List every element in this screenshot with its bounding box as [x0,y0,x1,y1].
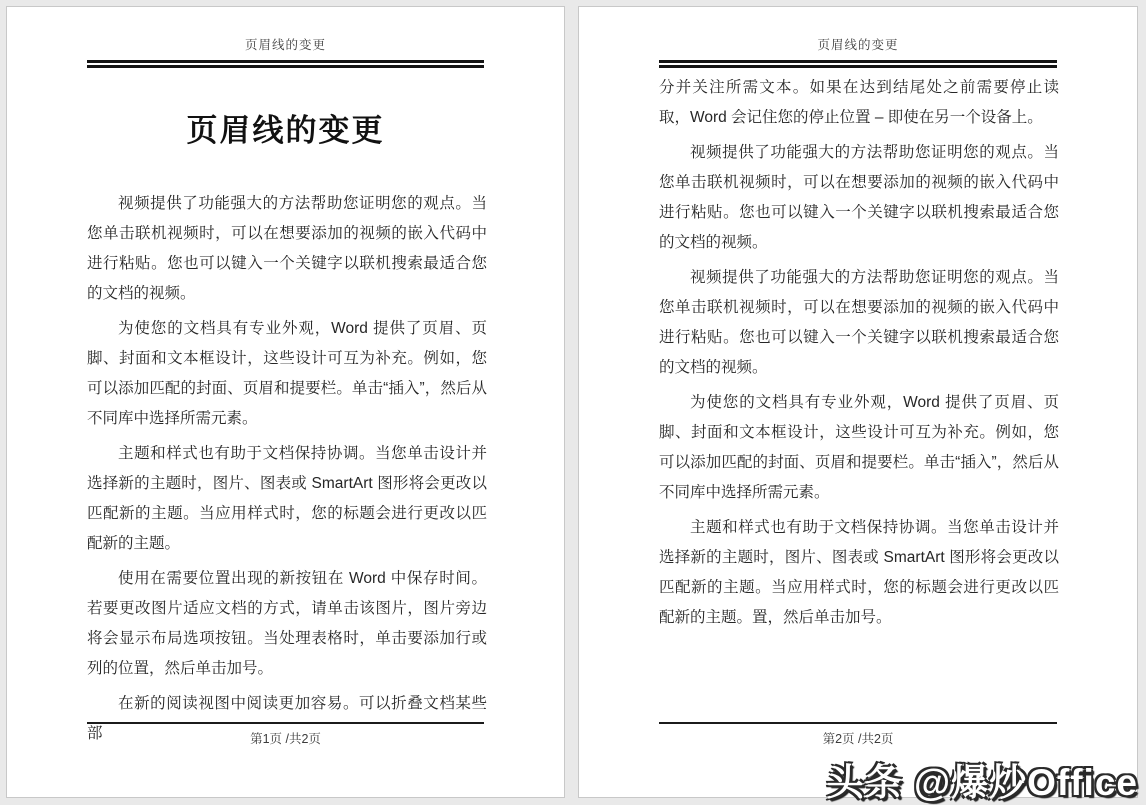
page-title: 页眉线的变更 [186,113,385,148]
page-number-text: 第2页 /共2页 [822,732,894,746]
document-page-1 [6,6,565,798]
header-double-rule [87,60,484,68]
page-footer [659,722,1057,747]
document-page-2 [578,6,1138,798]
page-number-text: 第1页 /共2页 [250,732,321,746]
paragraph-continuation: 分并关注所需文本。如果在达到结尾处之前需要停止读取，Word 会记住您的停止位置 – 即使在另一个设备上。 [659,79,1059,126]
paragraph: 主题和样式也有助于文档保持协调。当您单击设计并选择新的主题时，图片、图表或 SmartArt 图形将会更改以匹配新的主题。当应用样式时，您的标题会进行更改以匹配新的主题。置，然后单击加号。 [659,519,1059,626]
header-title: 页眉线的变更 [244,38,326,52]
page-body [659,73,1059,638]
paragraph: 视频提供了功能强大的方法帮助您证明您的观点。当您单击联机视频时，可以在想要添加的视频的嵌入代码中进行粘贴。您也可以键入一个关键字以联机搜索最适合您的文档的视频。 [659,144,1059,251]
paragraph: 使用在需要位置出现的新按钮在 Word 中保存时间。若要更改图片适应文档的方式，请单击该图片，图片旁边将会显示布局选项按钮。当处理表格时，单击要添加行或列的位置，然后单击加号。 [87,570,487,677]
paragraph: 主题和样式也有助于文档保持协调。当您单击设计并选择新的主题时，图片、图表或 SmartArt 图形将会更改以匹配新的主题。当应用样式时，您的标题会进行更改以匹配新的主题。 [87,445,487,552]
page-header [87,7,484,68]
toutiao-watermark: 头条 @爆炒Office [826,762,1138,803]
paragraph: 在新的阅读视图中阅读更加容易。可以折叠文档某些部 [87,695,487,742]
page-header [659,7,1057,68]
paragraph: 视频提供了功能强大的方法帮助您证明您的观点。当您单击联机视频时，可以在想要添加的视频的嵌入代码中进行粘贴。您也可以键入一个关键字以联机搜索最适合您的文档的视频。 [659,269,1059,376]
header-double-rule [659,60,1057,68]
page-footer [87,722,484,747]
paragraph: 视频提供了功能强大的方法帮助您证明您的观点。当您单击联机视频时，可以在想要添加的视频的嵌入代码中进行粘贴。您也可以键入一个关键字以联机搜索最适合您的文档的视频。 [87,195,487,302]
page-body [87,189,487,754]
paragraph: 为使您的文档具有专业外观，Word 提供了页眉、页脚、封面和文本框设计，这些设计可互为补充。例如，您可以添加匹配的封面、页眉和提要栏。单击“插入”，然后从不同库中选择所需元素。 [87,320,487,427]
header-title: 页眉线的变更 [817,38,899,52]
paragraph: 为使您的文档具有专业外观，Word 提供了页眉、页脚、封面和文本框设计，这些设计可互为补充。例如，您可以添加匹配的封面、页眉和提要栏。单击“插入”，然后从不同库中选择所需元素。 [659,394,1059,501]
